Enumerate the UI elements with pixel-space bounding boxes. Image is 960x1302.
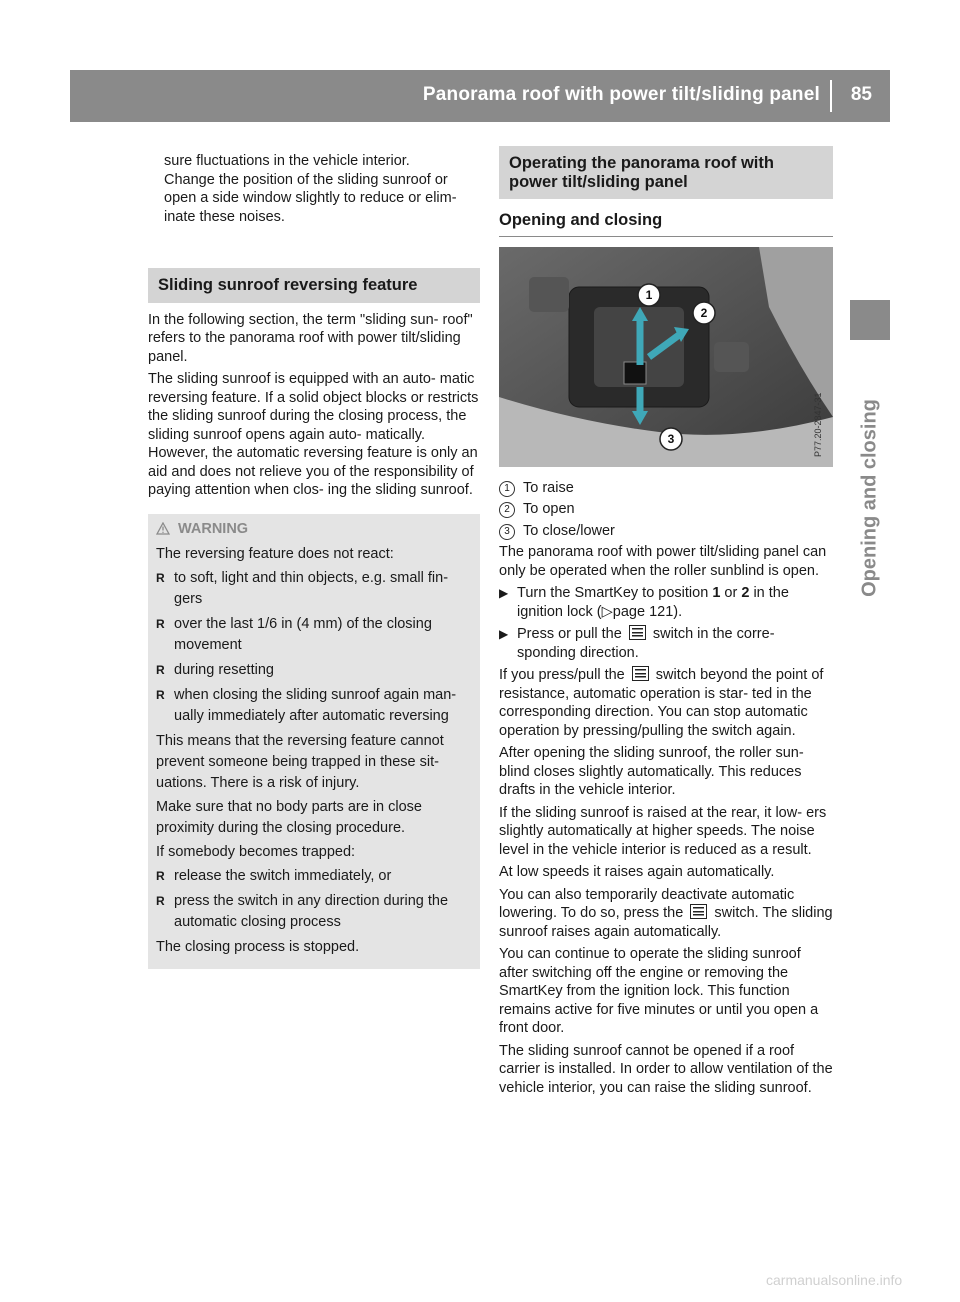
warning-triangle-icon — [156, 522, 170, 535]
intro-text — [148, 152, 480, 226]
legend-item: 1 To raise — [499, 479, 833, 498]
page-number: 85 — [850, 84, 872, 105]
page-header — [70, 70, 890, 122]
callout-2-label: 2 — [700, 305, 708, 320]
warning-paragraph: This means that the reversing feature cannot prevent someone being trapped in these sit- uations. There is a risk of injury. — [156, 733, 444, 791]
bullet-icon: R — [156, 894, 165, 908]
callout-3-label: 3 — [667, 431, 675, 446]
paragraph: If you press/pull the switch beyond the point of resistance, automatic operation is star- ted in the corresponding direction. You can stop automatic operation by pressing/pulling the switch again. — [499, 667, 824, 739]
bullet-icon: R — [156, 688, 165, 702]
step-arrow-icon: ▶ — [499, 586, 509, 600]
instruction-step: ▶ Turn the SmartKey to position 1 or 2 in the ignition lock (▷page 121). — [499, 585, 789, 620]
warning-title — [156, 520, 472, 539]
sub-heading-opening-closing: Opening and closing — [499, 199, 833, 237]
intro-line: inate these noises. — [164, 208, 285, 225]
paragraph: The panorama roof with power tilt/sliding panel can only be operated when the roller sunblind is open. — [499, 544, 827, 579]
warning-bullet: R press the switch in any direction during the automatic closing process — [156, 891, 472, 933]
paragraph: You can continue to operate the sliding sunroof after switching off the engine or removing the SmartKey from the ignition lock. This function remains active for five minutes or until you open a front door. — [499, 946, 819, 1036]
instruction-step: ▶ Press or pull the switch in the corre- sponding direction. — [499, 626, 775, 661]
callout-1-label: 1 — [645, 287, 653, 302]
side-tab-text: Opening and closing — [858, 399, 881, 597]
warning-paragraph: If somebody becomes trapped: — [156, 844, 356, 860]
sliding-switch-icon — [632, 666, 649, 681]
warning-label: WARNING — [178, 520, 249, 537]
warning-paragraph: The closing process is stopped. — [156, 939, 360, 955]
left-column — [148, 152, 480, 969]
overhead-control-photo — [499, 247, 833, 467]
paragraph: The sliding sunroof is equipped with an auto- matic reversing feature. If a solid object blocks or restricts the sliding sunroof during the closing process, the sliding sunroof opens again auto- matically. However, the automatic reversing feature is only an aid and does not relieve you of the responsibility of paying attention when clos- ing the sliding sunroof. — [148, 371, 479, 498]
warning-intro: The reversing feature does not react: — [156, 546, 394, 562]
section-heading-operating: Operating the panorama roof with power tilt/sliding panel — [499, 146, 833, 199]
intro-line: Change the position of the sliding sunroof or — [164, 171, 448, 188]
photo-code: P77.20-2847-31 — [813, 391, 823, 457]
intro-line: sure fluctuations in the vehicle interior. — [164, 153, 410, 169]
sliding-switch-icon — [690, 904, 707, 919]
paragraph: The sliding sunroof cannot be opened if a roof carrier is installed. In order to allow ventilation of the vehicle interior, you can raise the sliding sunroof. — [499, 1042, 833, 1096]
header-divider — [830, 80, 832, 112]
legend-item: 3 To close/lower — [499, 522, 833, 541]
side-tab-label — [850, 358, 890, 638]
side-tab-marker — [850, 300, 890, 340]
right-column — [499, 146, 833, 1101]
paragraph: At low speeds it raises again automatically. — [499, 864, 775, 880]
warning-paragraph: Make sure that no body parts are in close proximity during the closing procedure. — [156, 799, 422, 836]
legend-item: 2 To open — [499, 500, 833, 519]
warning-bullet: R when closing the sliding sunroof again man- ually immediately after automatic reversing — [156, 685, 472, 727]
overhead-control-illustration — [499, 247, 833, 467]
intro-line: open a side window slightly to reduce or elim- — [164, 190, 457, 206]
paragraph: After opening the sliding sunroof, the roller sun- blind closes slightly automatically. This reduces drafts in the vehicle interior. — [499, 745, 804, 798]
header-title: Panorama roof with power tilt/sliding panel — [422, 84, 820, 105]
paragraph: If the sliding sunroof is raised at the rear, it low- ers slightly automatically at higher speeds. The noise level in the vehicle interior is reduced as a result. — [499, 804, 827, 858]
bullet-icon: R — [156, 617, 165, 631]
warning-box — [148, 514, 480, 970]
sliding-switch-icon — [629, 625, 646, 640]
warning-bullet: R during resetting — [156, 660, 472, 681]
paragraph: You can also temporarily deactivate automatic lowering. To do so, press the switch. The sliding sunroof raises again automatically. — [499, 886, 833, 940]
section-heading-reversing: Sliding sunroof reversing feature — [148, 268, 480, 303]
warning-bullet: R release the switch immediately, or — [156, 866, 472, 887]
page-ref-arrow-icon: ▷ — [601, 603, 613, 620]
warning-bullet: R over the last 1/6 in (4 mm) of the closing movement — [156, 614, 472, 656]
bullet-icon: R — [156, 571, 165, 585]
bullet-icon: R — [156, 869, 165, 883]
watermark: carmanualsonline.info — [766, 1272, 903, 1288]
warning-bullet: R to soft, light and thin objects, e.g. small fin- gers — [156, 568, 472, 610]
bullet-icon: R — [156, 663, 165, 677]
step-arrow-icon: ▶ — [499, 627, 509, 641]
paragraph: In the following section, the term "sliding sun- roof" refers to the panorama roof with power tilt/sliding panel. — [148, 311, 473, 365]
